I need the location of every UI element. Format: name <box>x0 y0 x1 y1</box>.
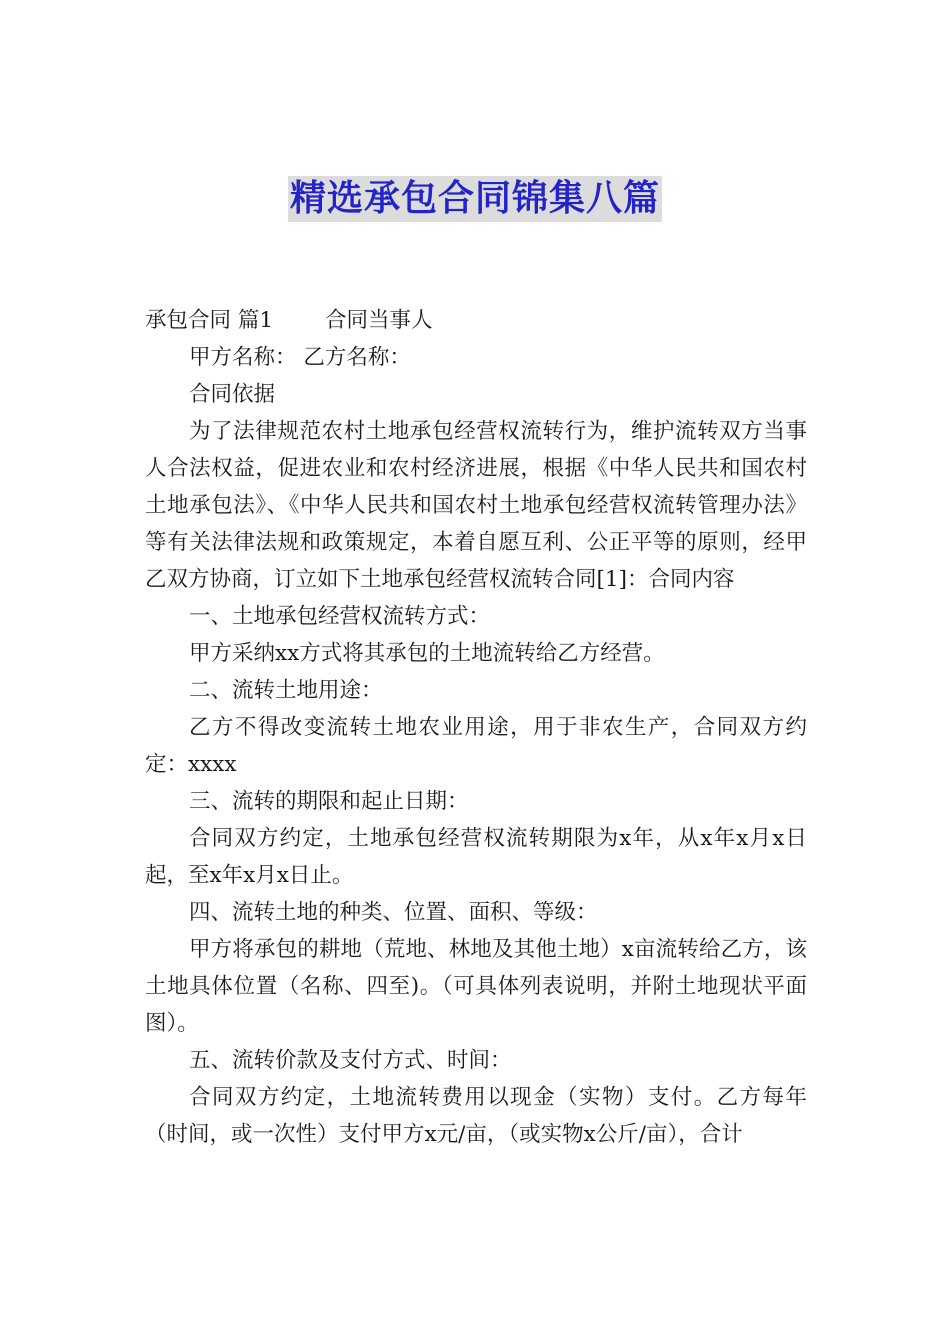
clause-4-text: 甲方将承包的耕地（荒地、林地及其他土地）x亩流转给乙方，该土地具体位置（名称、四至)。（可具体列表说明，并附土地现状平面图）。 <box>145 937 807 1036</box>
paragraph-basis-heading: 合同依据 <box>189 382 276 407</box>
document-title: 精选承包合同锦集八篇 <box>288 176 662 222</box>
title-area <box>0 176 950 222</box>
clause-4-heading: 四、流转土地的种类、位置、面积、等级： <box>189 900 598 925</box>
section-heading: 承包合同 篇1 <box>145 308 274 333</box>
clause-1-heading: 一、土地承包经营权流转方式： <box>189 604 491 629</box>
clause-3-text: 合同双方约定，土地承包经营权流转期限为x年，从x年x月x日起，至x年x月x日止。 <box>145 826 807 888</box>
section-heading-line <box>145 302 807 339</box>
clause-5-heading: 五、流转价款及支付方式、时间： <box>189 1048 512 1073</box>
clause-3-heading: 三、流转的期限和起止日期： <box>189 789 469 814</box>
clause-2-text: 乙方不得改变流转土地农业用途，用于非农生产，合同双方约定：xxxx <box>145 715 807 777</box>
paragraph-basis: 为了法律规范农村土地承包经营权流转行为，维护流转双方当事人合法权益，促进农业和农村经济进展，根据《中华人民共和国农村土地承包法》、《中华人民共和国农村土地承包经营权流转管理办法》等有关法律法规和政策规定，本着自愿互利、公正平等的原则，经甲乙双方协商，订立如下土地承包经营权流转合同[1]：合同内容 <box>145 419 807 592</box>
clause-5-text: 合同双方约定，土地流转费用以现金（实物）支付。乙方每年（时间，或一次性）支付甲方x元/亩，（或实物x公斤/亩），合计 <box>145 1085 807 1147</box>
document-body <box>145 302 807 1153</box>
paragraph-party-names: 甲方名称： 乙方名称： <box>189 345 411 370</box>
clause-1-text: 甲方采纳xx方式将其承包的土地流转给乙方经营。 <box>189 641 665 666</box>
party-heading: 合同当事人 <box>325 308 433 333</box>
clause-2-heading: 二、流转土地用途： <box>189 678 383 703</box>
